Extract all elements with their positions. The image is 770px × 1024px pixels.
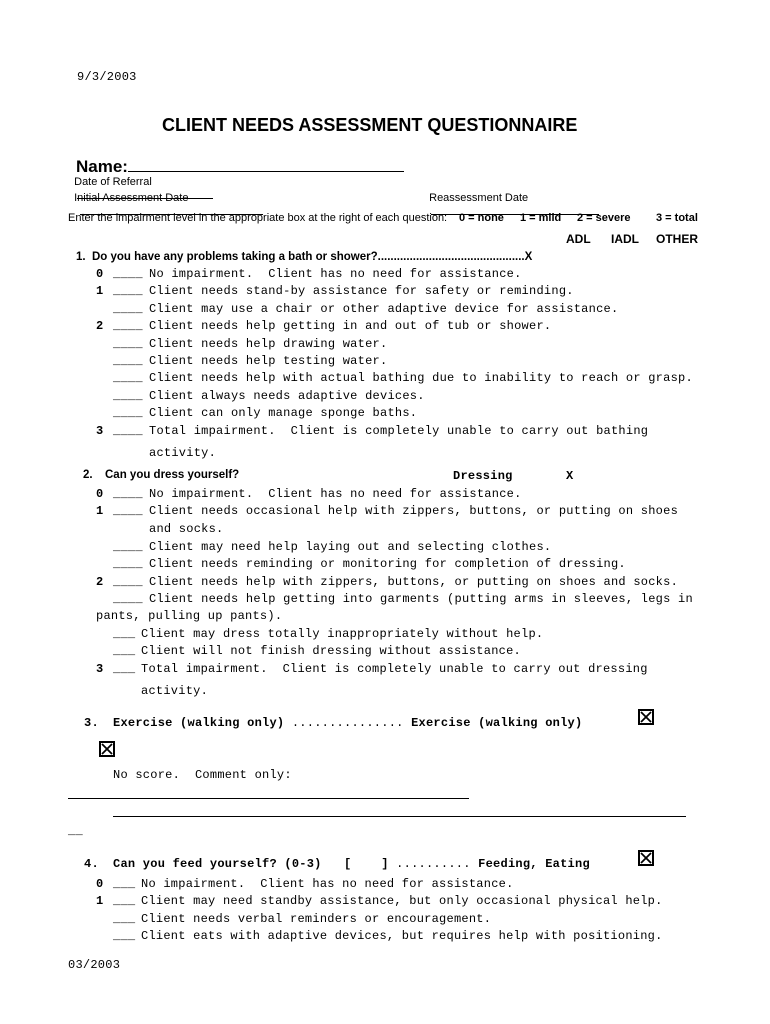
option-text: Client may need standby assistance, but only occasional physical help. bbox=[141, 894, 663, 909]
option-text: Client needs help getting in and out of tub or shower. bbox=[149, 319, 552, 334]
page-title: CLIENT NEEDS ASSESSMENT QUESTIONNAIRE bbox=[162, 115, 578, 135]
option-score: 2 bbox=[96, 319, 104, 334]
option-continuation: and socks. bbox=[149, 522, 224, 536]
reassessment-row bbox=[423, 180, 599, 218]
question-4-text: Can you feed yourself? (0-3) bbox=[113, 857, 322, 871]
question-4-row bbox=[113, 857, 590, 871]
option-blank-field[interactable]: ___ bbox=[113, 911, 136, 926]
option-text: Client needs help with actual bathing due to inability to reach or grasp. bbox=[149, 371, 693, 386]
option-text: Client will not finish dressing without assistance. bbox=[141, 644, 522, 659]
question-4-other-checkbox[interactable] bbox=[638, 850, 654, 866]
document-date-top: 9/3/2003 bbox=[77, 70, 137, 84]
scale-mild: 1 = mild bbox=[520, 212, 562, 224]
option-blank-field[interactable]: ___ bbox=[113, 644, 136, 659]
option-blank-field[interactable]: ____ bbox=[113, 504, 143, 519]
question-4-number: 4. bbox=[84, 857, 99, 871]
question-4-dots: .......... bbox=[396, 857, 471, 871]
option-text: Client always needs adaptive devices. bbox=[149, 388, 425, 403]
option-blank-field[interactable]: ___ bbox=[113, 877, 136, 891]
question-3-checkbox[interactable] bbox=[99, 741, 115, 757]
initial-assessment-label: Initial Assessment Date bbox=[74, 192, 189, 204]
comment-line-3[interactable]: __ bbox=[68, 824, 83, 838]
option-text: Total impairment. Client is completely unable to carry out bathing bbox=[149, 423, 649, 438]
option-text: No impairment. Client has no need for assistance. bbox=[149, 267, 522, 281]
question-1-text: 1. Do you have any problems taking a bath or shower?.............................................. bbox=[76, 251, 525, 263]
option-blank-field[interactable]: ____ bbox=[113, 487, 143, 501]
option-text: Client may use a chair or other adaptive device for assistance. bbox=[149, 301, 619, 316]
option-blank-field[interactable]: ____ bbox=[113, 284, 143, 299]
option-blank-field[interactable]: ___ bbox=[113, 894, 136, 909]
question-4-category: Feeding, Eating bbox=[478, 857, 590, 871]
option-text: Client eats with adaptive devices, but requires help with positioning. bbox=[141, 929, 663, 944]
option-blank-field[interactable]: ____ bbox=[113, 540, 143, 554]
option-text: Client needs help getting into garments (putting arms in sleeves, legs in bbox=[149, 592, 693, 607]
option-blank-field[interactable]: ____ bbox=[113, 592, 143, 607]
option-blank-field[interactable]: ____ bbox=[113, 574, 143, 589]
option-blank-field[interactable]: ___ bbox=[113, 661, 136, 676]
instructions-text: Enter the impairment level in the appropriate box at the right of each question: bbox=[68, 212, 448, 224]
question-2-category: Dressing bbox=[453, 469, 513, 483]
option-blank-field[interactable]: ____ bbox=[113, 388, 143, 403]
option-score: 1 bbox=[96, 894, 104, 909]
check-x-icon bbox=[640, 711, 652, 723]
question-3-number: 3. bbox=[84, 716, 99, 730]
question-3-row bbox=[113, 716, 582, 730]
option-text: Total impairment. Client is completely unable to carry out dressing bbox=[141, 661, 648, 676]
option-text: No impairment. Client has no need for assistance. bbox=[149, 487, 522, 501]
option-score: 0 bbox=[96, 487, 104, 501]
option-text: Client needs reminding or monitoring for completion of dressing. bbox=[149, 557, 626, 572]
check-x-icon bbox=[101, 743, 113, 755]
date-of-referral-label: Date of Referral bbox=[74, 176, 152, 188]
question-3-dots: ............... bbox=[291, 716, 404, 730]
option-score: 1 bbox=[96, 284, 104, 299]
question-2-continuation: activity. bbox=[141, 684, 209, 698]
question-1-adl-mark[interactable]: X bbox=[524, 251, 533, 263]
option-blank-field[interactable]: ___ bbox=[113, 627, 136, 641]
option-score: 1 bbox=[96, 504, 104, 519]
question-3-note: No score. Comment only: bbox=[113, 768, 292, 782]
question-2-text: Can you dress yourself? bbox=[105, 469, 240, 481]
option-text: Client may dress totally inappropriately without help. bbox=[141, 627, 544, 641]
question-4-bracket[interactable]: [ ] bbox=[344, 857, 389, 871]
option-continuation: pants, pulling up pants). bbox=[96, 609, 283, 623]
option-score: 2 bbox=[96, 574, 104, 589]
option-score: 0 bbox=[96, 877, 104, 891]
option-blank-field[interactable]: ___ bbox=[113, 929, 136, 944]
option-blank-field[interactable]: ____ bbox=[113, 301, 143, 316]
option-score: 0 bbox=[96, 267, 104, 281]
document-date-bottom: 03/2003 bbox=[68, 958, 121, 972]
option-score: 3 bbox=[96, 423, 104, 438]
comment-line-1[interactable] bbox=[68, 798, 469, 799]
option-blank-field[interactable]: ____ bbox=[113, 336, 143, 351]
column-header-iadl: IADL bbox=[611, 232, 639, 246]
option-text: Client needs help testing water. bbox=[149, 354, 388, 368]
question-1 bbox=[76, 251, 532, 263]
option-blank-field[interactable]: ____ bbox=[113, 371, 143, 386]
option-text: No impairment. Client has no need for assistance. bbox=[141, 877, 514, 891]
option-text: Client may need help laying out and selecting clothes. bbox=[149, 540, 552, 554]
column-header-adl: ADL bbox=[566, 232, 591, 246]
column-header-other: OTHER bbox=[656, 232, 698, 246]
option-blank-field[interactable]: ____ bbox=[113, 406, 143, 421]
scale-severe: 2 = severe bbox=[577, 212, 631, 224]
option-blank-field[interactable]: ____ bbox=[113, 557, 143, 572]
option-text: Client needs stand-by assistance for safety or reminding. bbox=[149, 284, 574, 299]
option-text: Client needs help drawing water. bbox=[149, 336, 388, 351]
option-blank-field[interactable]: ____ bbox=[113, 423, 143, 438]
comment-line-2[interactable] bbox=[113, 816, 686, 817]
option-score: 3 bbox=[96, 661, 104, 676]
question-1-continuation: activity. bbox=[149, 446, 217, 460]
name-label: Name: bbox=[76, 157, 128, 176]
option-blank-field[interactable]: ____ bbox=[113, 354, 143, 368]
check-x-icon bbox=[640, 852, 652, 864]
option-blank-field[interactable]: ____ bbox=[113, 267, 143, 281]
question-2-adl-mark[interactable]: X bbox=[566, 469, 574, 483]
option-text: Client can only manage sponge baths. bbox=[149, 406, 418, 421]
option-text: Client needs help with zippers, buttons, or putting on shoes and socks. bbox=[149, 574, 679, 589]
scale-total: 3 = total bbox=[656, 212, 698, 224]
question-2-number: 2. bbox=[83, 469, 93, 481]
scale-none: 0 = none bbox=[459, 212, 504, 224]
option-text: Client needs occasional help with zippers, buttons, or putting on shoes bbox=[149, 504, 679, 519]
reassessment-field[interactable] bbox=[431, 204, 599, 215]
reassessment-label: Reassessment Date bbox=[429, 192, 529, 204]
question-3-other-checkbox[interactable] bbox=[638, 709, 654, 725]
option-text: Client needs verbal reminders or encouragement. bbox=[141, 911, 492, 926]
question-3-text: Exercise (walking only) bbox=[113, 716, 285, 730]
option-blank-field[interactable]: ____ bbox=[113, 319, 143, 334]
question-3-category: Exercise (walking only) bbox=[411, 716, 583, 730]
